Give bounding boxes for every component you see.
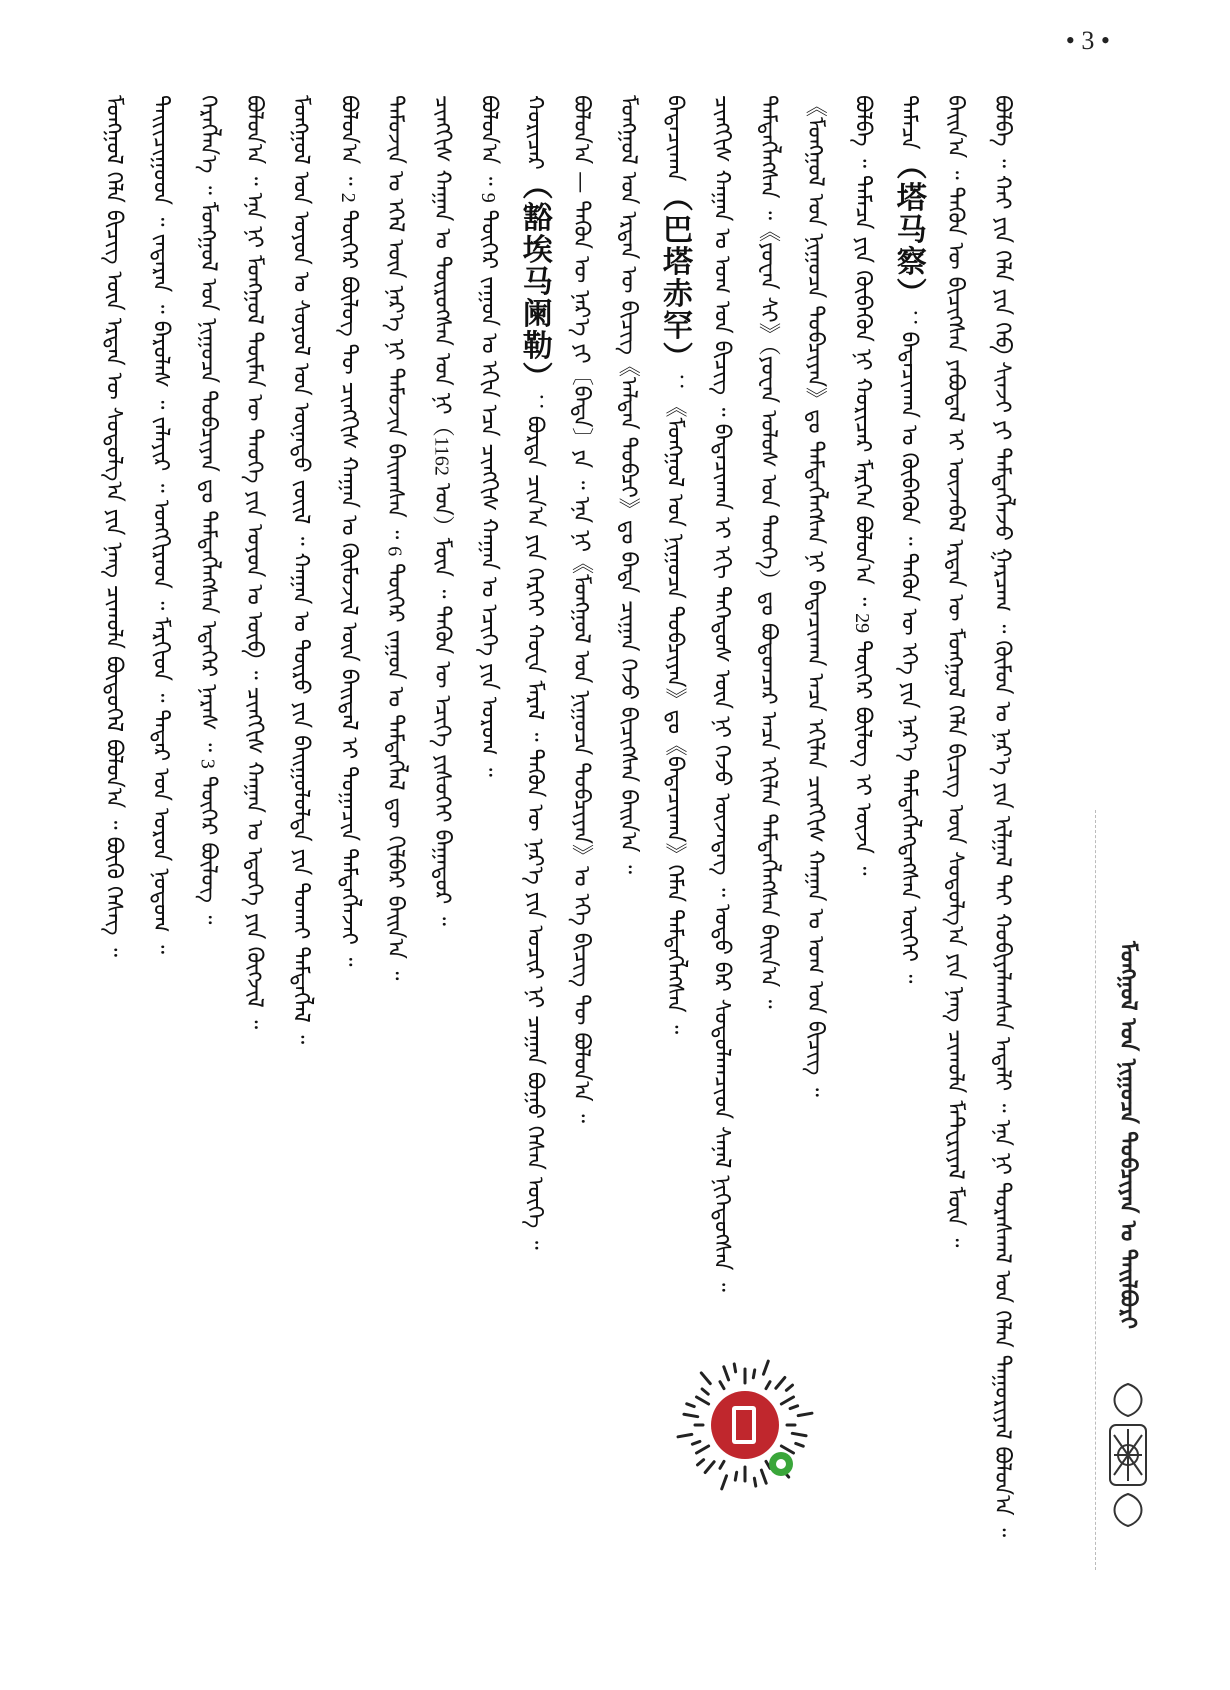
reference-number: 9 — [477, 192, 499, 203]
text-run: ᠪᠣᠯᠪᠠ ᠃ ᠲᠠᠮᠠᠴᠠ ᠶᠢᠨ ᠬᠦᠪᠡᠭᠦᠨ ᠨᠢ ᠬᠣᠷᠢᠴᠠᠷ ᠮᠡᠷᠭᠡᠨ ᠪᠣᠯᠤᠨ᠎ᠠ ᠃ — [850, 95, 875, 614]
qr-ray — [735, 1472, 736, 1480]
qr-ray — [701, 1373, 710, 1384]
text-run: ᠳᠦᠭᠡᠷ ᠵᠠᠭᠤᠨ ᠤ ᠡᠬᠢᠨ ᠡᠴᠡ ᠴᠢᠩᠭᠢᠰ ᠬᠠᠭᠠᠨ ᠤ ᠡᠴᠢᠭᠡ ᠶᠢᠨ ᠤᠷᠤᠭ ᠃ — [476, 202, 501, 777]
qr-ray — [754, 1478, 755, 1486]
qr-ray — [790, 1406, 798, 1409]
text-column — [90, 95, 137, 1675]
qr-ray — [722, 1476, 727, 1489]
text-run: ᠪᠠᠲᠠᠴᠢᠬᠠᠨ — [662, 95, 687, 182]
reference-number: 1162 — [430, 436, 453, 476]
text-run: ᠳᠦᠭᠡᠷ ᠪᠦᠯᠦᠭ ᠲᠦ ᠴᠢᠩᠭᠢᠰ ᠬᠠᠭᠠᠨ ᠤ ᠬᠦᠮᠦᠵᠢᠯ ᠦᠨ ᠪᠠᠢᠳᠠᠯ ᠢ ᠲᠣᠭᠠᠴᠢᠨ ᠲᠡᠮᠳᠡᠭᠯᠡᠵᠡᠢ ᠃ — [335, 202, 361, 967]
text-run: 《ᠮᠣᠩᠭᠣᠯ ᠤᠨ ᠨᠢᠭᠤᠴᠠ ᠲᠣᠪᠴᠢᠶᠠᠨ》ᠳᠤ ᠲᠡᠮᠳᠡᠭᠯᠡᠭᠰᠡᠨ ᠨᠢ ᠪᠠᠲᠠᠴᠢᠬᠠᠨ ᠠᠴᠠ ᠡᠬᠢᠯᠡᠨ ᠴᠢᠩᠭᠢᠰ ᠬᠠᠭᠠᠨ ᠤ ᠤᠭ ᠤᠨ ᠪᠢᠴᠢᠭ ᠃ — [802, 95, 828, 1097]
text-run: ᠳᠦᠭᠡᠷ ᠪᠦᠯᠦᠭ ᠃ — [195, 768, 221, 925]
qr-ray — [687, 1404, 695, 1407]
qr-ray — [776, 1378, 785, 1389]
qr-ray — [702, 1389, 708, 1394]
text-run: ：《ᠮᠣᠩᠭᠣᠯ ᠤᠨ ᠨᠢᠭᠤᠴᠠ ᠲᠣᠪᠴᠢᠶᠠᠨ》ᠳᠤ《ᠪᠠᠲᠠᠴᠢᠬᠠᠨ》ᠬᠡᠮᠡᠨ ᠲᠡᠮᠳᠡᠭᠯᠡᠭᠰᠡᠨ ᠃ — [662, 373, 687, 1035]
qr-ray — [766, 1382, 770, 1389]
text-column — [838, 95, 885, 1675]
text-run: ᠳᠦᠭᠡᠷ ᠪᠦᠯᠦᠭ ᠢ ᠦᠵᠡ ᠃ — [850, 633, 875, 876]
qr-ray — [697, 1397, 709, 1404]
text-run: ᠪᠣᠯᠤᠨ᠎ᠠ — ᠲᠡᠭᠦᠨ ᠦ ᠨᠡᠷ᠎ᠡ ᠶᠢ〔ᠪᠠᠲᠠ〕ᠶᠠ ᠃ ᠡᠨᠡ ᠨᠢ《ᠮᠣᠩᠭᠣᠯ ᠤᠨ ᠨᠢᠭᠤᠴᠠ ᠲᠣᠪᠴᠢᠶᠠᠨ》ᠤ ᠡᠬᠡ ᠪᠢᠴᠢᠭ ᠲᠦ ᠪᠣᠯᠤᠨ᠎ᠠ ᠃ — [568, 95, 594, 1123]
text-run: ᠪᠣᠯᠪᠠ ᠃ ᠬᠠᠢ ᠶᠢᠨ ᠬᠡᠯᠡ ᠶᠢᠨ ᠬᠡᠪ ᠰᠢᠨᠵᠢ ᠶᠢ ᠲᠡᠮᠳᠡᠭᠯᠡᠵᠦ ᠭᠠᠷᠴᠠᠭ ᠃ ᠬᠦᠮᠦᠨ ᠤ ᠨᠡᠷ᠎ᠡ ᠶᠢᠨ ᠢᠯᠭᠠᠯ ᠲᠠᠢ ᠬᠤᠪᠢᠶᠠᠯᠠᠭᠰᠠᠨ ᠠᠳᠠᠯᠢ ᠃ ᠡᠨᠡ ᠨᠢ ᠳᠤᠷᠠᠰᠬᠠᠯ ᠤᠨ ᠬᠡᠯᠡᠨ ᠳᠠᠭᠤᠷᠢᠶᠠᠯ ᠪᠣᠯᠤᠨ᠎ᠠ ᠃ — [989, 95, 1015, 1538]
text-run: ᠲᠠᠢᠢᠴᠢᠭᠤᠳ ᠃ ᠵᠠᠳᠠᠷᠠᠨ ᠃ ᠪᠠᠷᠤᠯᠠᠰ ᠃ ᠵᠠᠯᠠᠶᠢᠷ ᠃ ᠣᠩᠭᠢᠷᠠᠳ ᠃ ᠮᠡᠷᠭᠢᠳ ᠃ ᠲᠠᠲᠠᠷ ᠤᠨ ᠣᠷᠣᠨ ᠨᠤᠲᠤᠭ ᠃ — [147, 95, 173, 954]
text-run: ᠲᠠᠮᠠᠴᠠ — [895, 95, 921, 150]
qr-code-icon[interactable] — [670, 1350, 820, 1500]
text-run: ᠴᠢᠩᠭᠢᠰ ᠬᠠᠭᠠᠨ ᠤ ᠲᠥᠷᠦᠭᠰᠡᠨ ᠣᠨ ᠨᠢ（ — [429, 95, 455, 437]
text-run: ᠬᠣᠷᠢᠴᠠᠷ — [521, 95, 547, 170]
text-run: ᠴᠢᠩᠭᠢᠰ ᠬᠠᠭᠠᠨ ᠤ ᠣᠭ ᠤᠨ ᠪᠢᠴᠢᠭ ᠃ ᠪᠠᠲᠠᠴᠢᠬᠠᠨ ᠢ ᠡᠬᠢ ᠳᠡᠭᠡᠳᠦᠰ ᠦᠨ ᠨᠢ ᠭᠡᠵᠦ ᠦᠵᠡᠳᠡᠭ ᠃ ᠣᠳᠣ ᠪᠠᠷ ᠰᠤᠳᠤᠯᠠᠭᠴᠢᠳ ᠰᠠᠨᠠᠯ ᠨᠢᠭᠡᠳᠦᠭᠰᠡᠨ ᠃ — [708, 95, 734, 1292]
qr-ray — [724, 1367, 729, 1380]
text-run: ᠳᠦᠭᠡᠷ ᠵᠠᠭᠤᠨ ᠤ ᠲᠡᠮᠳᠡᠭᠯᠡᠯ ᠳᠦ ᠬᠢᠯᠪᠠᠷ ᠪᠠᠢᠨ᠎ᠠ ᠃ — [382, 556, 408, 981]
text-run: ᠲᠡᠮᠳᠡᠭᠯᠡᠭᠰᠡᠨ ᠃《ᠶᠤᠸᠠᠨ ᠰᠢ》（ᠶᠤᠸᠠᠨ ᠤᠯᠤᠰ ᠤᠨ ᠲᠡᠦᠬᠡ）ᠳᠤ ᠪᠣᠳᠤᠨᠴᠠᠷ ᠠᠴᠠ ᠡᠬᠢᠯᠡᠨ ᠲᠡᠮᠳᠡᠭᠯᠡᠭᠰᠡᠨ ᠪᠠᠢᠨ᠎ᠠ ᠃ — [755, 95, 781, 1009]
qr-ray — [720, 1382, 724, 1389]
qr-ray — [786, 1385, 792, 1390]
text-run: ᠮᠣᠩᠭᠣᠯ ᠤᠨ ᠡᠷᠲᠡᠨ ᠦ ᠪᠢᠴᠢᠭ《ᠠᠯᠲᠠᠨ ᠲᠣᠪᠴᠢ》ᠳᠤ ᠪᠠᠲᠠ ᠴᠢᠭᠠᠨ ᠭᠡᠵᠦ ᠪᠢᠴᠢᠭᠰᠡᠨ ᠪᠠᠢᠨ᠎ᠠ ᠃ — [615, 95, 641, 874]
qr-ray — [798, 1413, 812, 1415]
chinese-gloss: （巴塔赤罕） — [657, 181, 692, 374]
text-column — [417, 95, 464, 1675]
endless-knot-ornament-icon — [1100, 1380, 1156, 1530]
reference-number: 3 — [196, 758, 219, 769]
text-column — [511, 95, 558, 1675]
qr-ray — [697, 1446, 709, 1453]
running-header — [1095, 810, 1160, 1570]
text-column — [932, 95, 979, 1675]
text-run: ᠮᠣᠩᠭᠣᠯ ᠤᠨ ᠣᠶᠤᠨ ᠤ ᠰᠣᠶᠣᠯ ᠤᠨ ᠦᠨᠡᠲᠦ ᠵᠦᠢᠯ ᠃ ᠬᠠᠭᠠᠨ ᠤ ᠲᠥᠷᠦ ᠶᠢᠨ ᠪᠠᠢᠭᠤᠯᠤᠯᠲᠠ ᠶᠢᠨ ᠲᠤᠬᠠᠢ ᠲᠡᠮᠳᠡᠭᠯᠡᠯ ᠃ — [288, 95, 313, 1045]
text-run: ᠣᠨ）ᠮᠥᠨ ᠃ ᠲᠡᠭᠦᠨ ᠦ ᠡᠴᠢᠭᠡ ᠶᠢᠰᠦᠭᠡᠢ ᠪᠠᠭᠠᠲᠤᠷ ᠃ — [429, 475, 455, 926]
chinese-gloss: （塔马察） — [890, 149, 926, 310]
text-run: ᠪᠣᠯᠤᠨ᠎ᠠ ᠃ ᠡᠨᠡ ᠨᠢ ᠮᠣᠩᠭᠣᠯ ᠲᠦᠮᠡᠨ ᠦ ᠲᠡᠦᠬᠡ ᠶᠢᠨ ᠣᠶᠤᠨ ᠤ ᠥᠪ ᠃ ᠴᠢᠩᠭᠢᠰ ᠬᠠᠭᠠᠨ ᠤ ᠡᠳᠦᠭᠡ ᠶᠢᠨ ᠬᠥᠭᠵᠢᠯ ᠃ — [241, 95, 267, 1030]
text-run: ᠪᠣᠯᠤᠨ᠎ᠠ ᠃ — [476, 95, 501, 193]
chinese-gloss: （豁埃马阑勒） — [516, 169, 552, 394]
qr-ray — [792, 1433, 806, 1435]
main-text — [90, 95, 1025, 1685]
text-run: ᠪᠣᠯᠤᠨ᠎ᠠ ᠃ — [335, 95, 361, 193]
qr-ray — [684, 1414, 698, 1416]
page-number: • 3 • — [1065, 26, 1110, 55]
text-run: ：ᠪᠣᠷᠲᠡ ᠴᠢᠨ᠎ᠠ ᠶᠢᠨ ᠭᠡᠷᠭᠡᠢ ᠬᠣᠸᠠ ᠮᠠᠷᠠᠯ ᠃ ᠲᠡᠭᠦᠨ ᠦ ᠨᠡᠷ᠎ᠡ ᠶᠢᠨ ᠤᠴᠢᠷ ᠨᠢ ᠴᠠᠭᠠᠨ ᠪᠤᠭᠤ ᠭᠡᠰᠡᠨ ᠦᠭᠡ ᠃ — [521, 393, 547, 1250]
qr-ray — [698, 1460, 704, 1465]
qr-ray — [796, 1443, 804, 1446]
qr-ray — [720, 1461, 724, 1468]
qr-ray — [761, 1470, 766, 1483]
text-column — [230, 95, 277, 1675]
text-column — [184, 95, 231, 1675]
text-column — [885, 95, 932, 1675]
qr-ray — [734, 1364, 735, 1372]
qr-ray — [753, 1370, 754, 1378]
text-run: ᠬᠡᠷᠡᠭᠯᠡᠨ᠎ᠡ ᠃ ᠮᠣᠩᠭᠣᠯ ᠤᠨ ᠨᠢᠭᠤᠴᠠ ᠲᠣᠪᠴᠢᠶᠠᠨ ᠳᠤ ᠲᠡᠮᠳᠡᠭᠯᠡᠭᠰᠡᠨ ᠡᠳᠡᠭᠡᠷ ᠨᠡᠷᠡᠰ ᠃ — [195, 95, 221, 759]
text-run: ᠮᠣᠩᠭᠣᠯ ᠬᠡᠯᠡ ᠪᠢᠴᠢᠭ ᠦᠨ ᠡᠷᠲᠡᠨ ᠦ ᠰᠤᠳᠤᠯᠭ᠎ᠠ ᠶᠢᠨ ᠨᠡᠩ ᠴᠢᠬᠤᠯᠠ ᠪᠦᠲᠦᠭᠡᠯ ᠪᠣᠯᠤᠨ᠎ᠠ ᠃ ᠪᠦᠬᠦ ᠬᠡᠰᠡᠭ ᠃ — [101, 95, 126, 957]
text-run: ᠪᠠᠢᠨ᠎ᠠ ᠃ ᠲᠡᠭᠦᠨ ᠦ ᠪᠢᠴᠢᠭᠰᠡᠨ ᠶᠠᠪᠤᠳᠠᠯ ᠢ ᠦᠵᠡᠪᠡᠯ ᠡᠷᠲᠡᠨ ᠦ ᠮᠣᠩᠭᠣᠯ ᠬᠡᠯᠡ ᠪᠢᠴᠢᠭ ᠦᠨ ᠰᠤᠳᠤᠯᠭ᠎ᠠ ᠶᠢᠨ ᠨᠡᠩ ᠴᠢᠬᠤᠯᠠ ᠮᠠᠲ᠋ᠧᠷᠢᠶᠠᠯ ᠮᠥᠨ ᠃ — [942, 95, 968, 1248]
qr-ray — [763, 1361, 768, 1374]
running-header-title: ᠮᠣᠩᠭᠣᠯ ᠤᠨ ᠨᠢᠭᠤᠴᠠ ᠲᠣᠪᠴᠢᠶᠠᠨ ᠤ ᠲᠠᠢᠯᠪᠤᠷᠢ — [1115, 940, 1141, 1329]
text-column — [371, 95, 418, 1675]
text-column — [558, 95, 605, 1675]
qr-ray — [678, 1434, 692, 1436]
text-column — [604, 95, 651, 1675]
reference-number: 6 — [383, 546, 406, 557]
text-run: ：ᠪᠠᠲᠠᠴᠢᠬᠠᠨ ᠤ ᠬᠦᠪᠡᠭᠦᠨ ᠃ ᠲᠡᠭᠦᠨ ᠦ ᠡᠬᠡ ᠶᠢᠨ ᠨᠡᠷ᠎ᠡ ᠲᠡᠮᠳᠡᠭᠯᠡᠭᠳᠡᠭᠰᠡᠨ ᠦᠭᠡᠢ ᠃ — [895, 309, 921, 984]
text-column — [137, 95, 184, 1675]
reference-number: 2 — [336, 192, 359, 203]
text-column — [464, 95, 511, 1675]
text-column — [978, 95, 1025, 1675]
text-column — [324, 95, 371, 1675]
reference-number: 29 — [851, 613, 873, 634]
qr-ray — [692, 1441, 700, 1444]
qr-ray — [705, 1462, 714, 1473]
qr-ray — [781, 1446, 793, 1453]
qr-ray — [781, 1397, 793, 1404]
text-column — [277, 95, 324, 1675]
text-run: ᠲᠡᠮᠦᠵᠢᠨ ᠤ ᠡᠭᠡᠯ ᠦᠨ ᠨᠡᠷ᠎ᠡ ᠨᠢ ᠲᠡᠮᠦᠵᠢᠨ ᠪᠠᠢᠭᠰᠠᠨ ᠃ — [382, 95, 408, 547]
